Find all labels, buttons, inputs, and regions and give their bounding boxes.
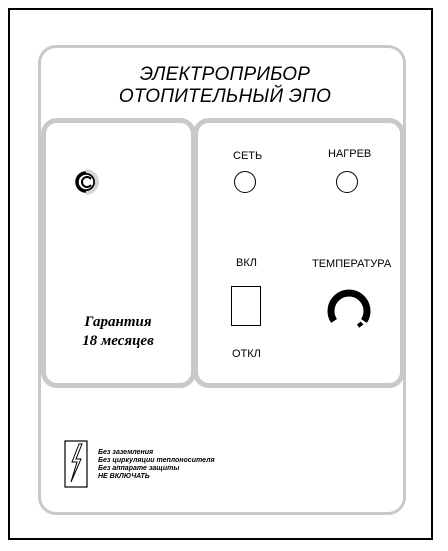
warning-line-4: НЕ ВКЛЮЧАТЬ [98,473,150,480]
lightning-icon [64,440,88,488]
network-indicator-lamp[interactable] [234,171,256,193]
warning-line-1: Без заземления [98,449,154,456]
temperature-label: ТЕМПЕРАТУРА [312,258,392,270]
guarantee-line-1: Гарантия [84,314,152,330]
switch-off-label: ОТКЛ [232,348,261,360]
power-switch[interactable] [231,286,261,326]
manufacturer-logo-icon [72,163,108,199]
temperature-knob[interactable] [322,281,376,335]
controls-panel [193,118,405,388]
warning-line-2: Без циркуляции теплоносителя [98,457,215,464]
guarantee-line-2: 18 месяцев [82,333,154,349]
heating-indicator-lamp[interactable] [336,171,358,193]
switch-on-label: ВКЛ [236,257,257,269]
heating-label: НАГРЕВ [328,148,372,160]
guarantee-text [48,313,188,351]
warning-text [98,449,215,481]
warning-line-3: Без аппарате защиты [98,465,180,472]
network-label: СЕТЬ [233,150,263,162]
device-title: ЭЛЕКТРОПРИБОР ОТОПИТЕЛЬНЫЙ ЭПО [118,64,332,107]
